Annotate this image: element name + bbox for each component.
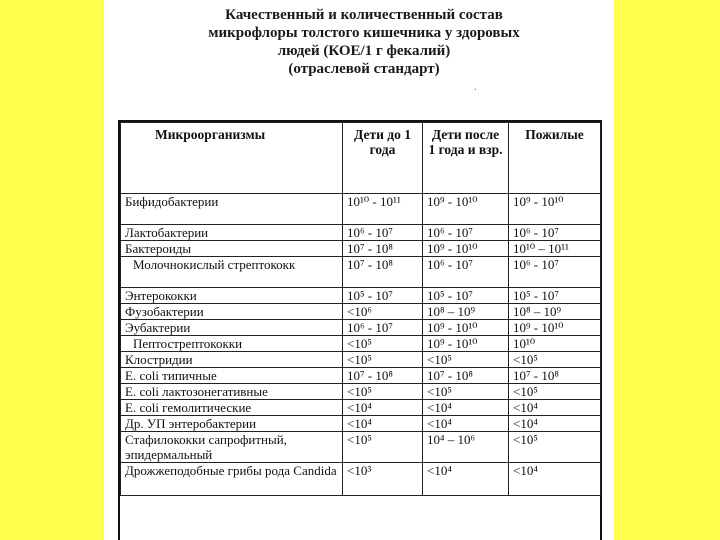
document-page xyxy=(104,0,614,540)
value-children-over-1: <10⁵ xyxy=(423,352,509,368)
value-children-over-1: <10⁴ xyxy=(423,416,509,432)
value-children-under-1: <10⁴ xyxy=(343,400,423,416)
title-line-2: микрофлоры толстого кишечника у здоровых xyxy=(208,25,520,41)
document-title xyxy=(154,6,574,78)
row-name: Энтерококки xyxy=(121,288,343,304)
value-children-over-1: 10⁷ - 10⁸ xyxy=(423,368,509,384)
value-children-over-1: 10⁹ - 10¹⁰ xyxy=(423,194,509,225)
value-elderly: 10⁶ - 10⁷ xyxy=(509,257,601,288)
value-children-over-1: <10⁴ xyxy=(423,463,509,496)
value-children-over-1: 10⁹ - 10¹⁰ xyxy=(423,241,509,257)
table-header-row xyxy=(121,123,601,194)
row-name: Клостридии xyxy=(121,352,343,368)
table-row xyxy=(121,225,601,241)
table-row xyxy=(121,352,601,368)
value-elderly: 10¹⁰ xyxy=(509,336,601,352)
title-line-4: (отраслевой стандарт) xyxy=(288,61,440,77)
value-elderly: 10⁹ - 10¹⁰ xyxy=(509,194,601,225)
value-children-under-1: 10⁵ - 10⁷ xyxy=(343,288,423,304)
value-elderly: 10⁶ - 10⁷ xyxy=(509,225,601,241)
value-children-over-1: 10⁶ - 10⁷ xyxy=(423,225,509,241)
header-elderly: Пожилые xyxy=(509,123,601,194)
value-children-under-1: 10⁷ - 10⁸ xyxy=(343,241,423,257)
value-children-over-1: 10⁴ – 10⁶ xyxy=(423,432,509,463)
value-elderly: <10⁴ xyxy=(509,463,601,496)
value-children-over-1: <10⁵ xyxy=(423,384,509,400)
value-elderly: <10⁵ xyxy=(509,384,601,400)
table-row xyxy=(121,463,601,496)
value-children-under-1: 10⁶ - 10⁷ xyxy=(343,225,423,241)
value-children-under-1: <10⁶ xyxy=(343,304,423,320)
value-children-over-1: 10⁵ - 10⁷ xyxy=(423,288,509,304)
value-children-over-1: 10⁸ – 10⁹ xyxy=(423,304,509,320)
row-name: Фузобактерии xyxy=(121,304,343,320)
value-children-over-1: <10⁴ xyxy=(423,400,509,416)
value-children-under-1: <10⁵ xyxy=(343,336,423,352)
value-children-under-1: 10⁷ - 10⁸ xyxy=(343,257,423,288)
table-row xyxy=(121,384,601,400)
row-name: Пептострептококки xyxy=(121,336,343,352)
value-elderly: <10⁵ xyxy=(509,352,601,368)
value-children-over-1: 10⁹ - 10¹⁰ xyxy=(423,336,509,352)
table-row xyxy=(121,320,601,336)
table-row xyxy=(121,368,601,384)
row-name: Молочнокислый стрептококк xyxy=(121,257,343,288)
value-elderly: <10⁴ xyxy=(509,416,601,432)
row-name: Бифидобактерии xyxy=(121,194,343,225)
row-name: Стафилококки сапрофитный, эпидермальный xyxy=(121,432,343,463)
header-children-under-1: Дети до 1 года xyxy=(343,123,423,194)
microflora-table xyxy=(118,120,602,540)
value-children-under-1: <10⁴ xyxy=(343,416,423,432)
table-row xyxy=(121,400,601,416)
row-name: Бактероиды xyxy=(121,241,343,257)
value-elderly: 10¹⁰ – 10¹¹ xyxy=(509,241,601,257)
table-row xyxy=(121,194,601,225)
table-row xyxy=(121,432,601,463)
value-children-under-1: <10⁵ xyxy=(343,432,423,463)
table-row xyxy=(121,416,601,432)
row-name: Дрожжеподобные грибы рода Candida xyxy=(121,463,343,496)
value-children-under-1: <10⁵ xyxy=(343,352,423,368)
header-microorganisms: Микроорганизмы xyxy=(121,123,343,194)
table-row xyxy=(121,336,601,352)
title-line-3: людей (КОЕ/1 г фекалий) xyxy=(277,43,451,59)
value-children-under-1: 10¹⁰ - 10¹¹ xyxy=(343,194,423,225)
value-elderly: 10⁷ - 10⁸ xyxy=(509,368,601,384)
table-row xyxy=(121,304,601,320)
row-name: E. coli гемолитические xyxy=(121,400,343,416)
table-row xyxy=(121,288,601,304)
value-elderly: 10⁹ - 10¹⁰ xyxy=(509,320,601,336)
row-name: Эубактерии xyxy=(121,320,343,336)
row-name: E. coli типичные xyxy=(121,368,343,384)
value-children-under-1: 10⁶ - 10⁷ xyxy=(343,320,423,336)
value-children-over-1: 10⁶ - 10⁷ xyxy=(423,257,509,288)
value-children-under-1: <10³ xyxy=(343,463,423,496)
table-row xyxy=(121,257,601,288)
header-children-over-1-adults: Дети после 1 года и взр. xyxy=(423,123,509,194)
value-children-under-1: 10⁷ - 10⁸ xyxy=(343,368,423,384)
value-elderly: 10⁵ - 10⁷ xyxy=(509,288,601,304)
row-name: Лактобактерии xyxy=(121,225,343,241)
value-children-under-1: <10⁵ xyxy=(343,384,423,400)
value-elderly: 10⁸ – 10⁹ xyxy=(509,304,601,320)
table-row xyxy=(121,241,601,257)
scan-speck: . xyxy=(474,82,477,93)
value-elderly: <10⁵ xyxy=(509,432,601,463)
value-elderly: <10⁴ xyxy=(509,400,601,416)
value-children-over-1: 10⁹ - 10¹⁰ xyxy=(423,320,509,336)
row-name: Др. УП энтеробактерии xyxy=(121,416,343,432)
row-name: E. coli лактозонегативные xyxy=(121,384,343,400)
title-line-1: Качественный и количественный состав xyxy=(225,7,503,23)
